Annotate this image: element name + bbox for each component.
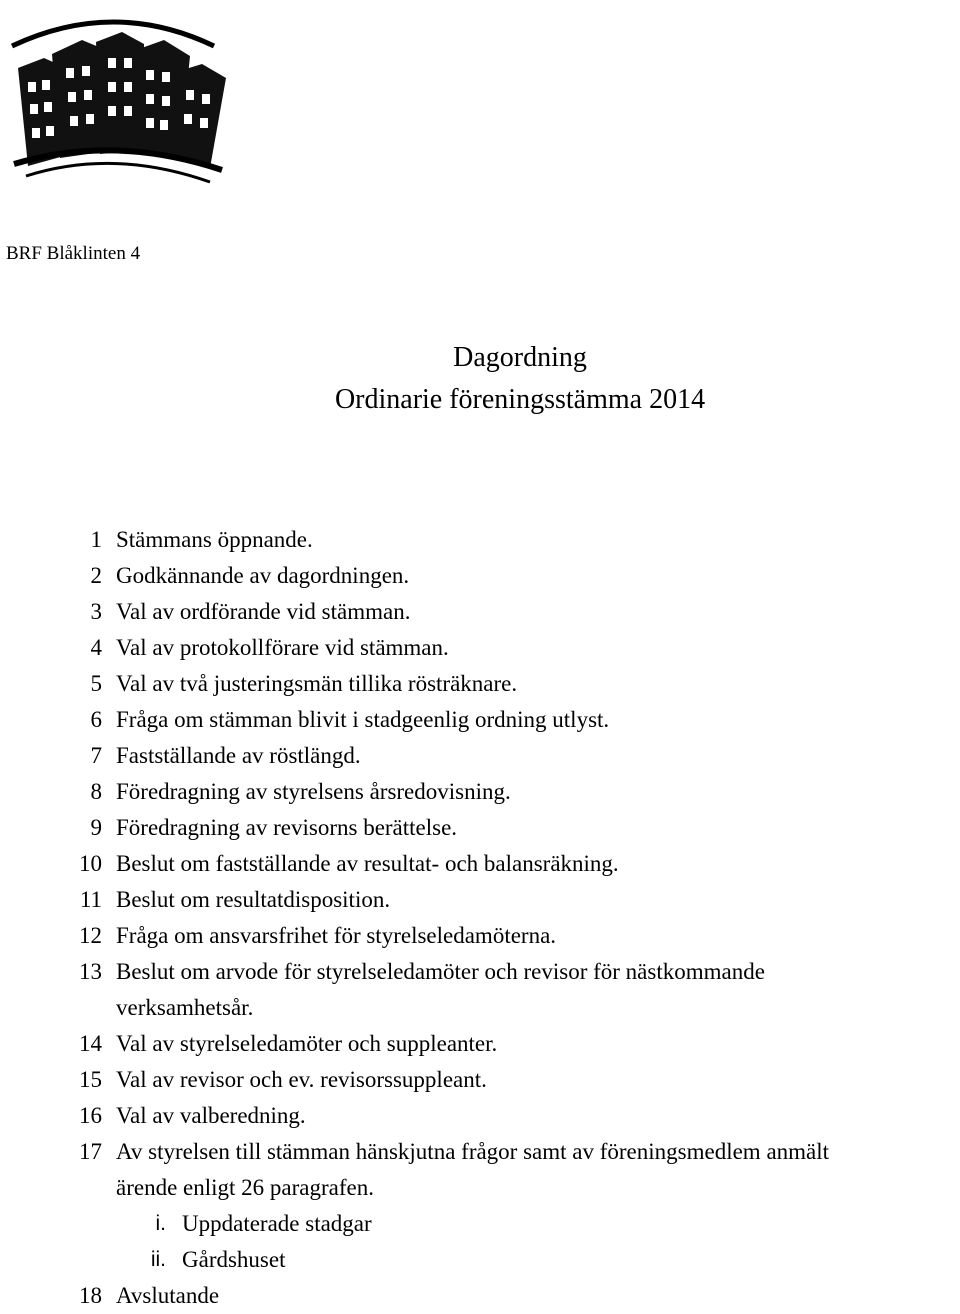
agenda-item: [0, 882, 960, 918]
item-text: Val av revisor och ev. revisorssuppleant.: [116, 1067, 487, 1092]
agenda-item: [0, 1026, 960, 1062]
item-number: 18: [79, 1283, 102, 1308]
agenda-item: [0, 954, 960, 990]
agenda-item: [0, 1098, 960, 1134]
item-text: Fråga om ansvarsfrihet för styrelseledamöterna.: [116, 923, 557, 948]
agenda-item: [0, 594, 960, 630]
agenda-item: [0, 522, 960, 558]
item-text: Beslut om fastställande av resultat- och balansräkning.: [116, 851, 619, 876]
item-number: 10: [79, 851, 102, 876]
item-text: Fastställande av röstlängd.: [116, 743, 361, 768]
agenda-item: [0, 630, 960, 666]
item-number: 12: [79, 923, 102, 948]
organization-name: BRF Blåklinten 4: [6, 243, 141, 264]
item-text: Av styrelsen till stämman hänskjutna frågor samt av föreningsmedlem anmält: [116, 1139, 830, 1164]
subitem-text: Gårdshuset: [182, 1247, 286, 1272]
item-number: 16: [79, 1103, 102, 1128]
agenda-item: [0, 558, 960, 594]
item-number: 4: [90, 635, 102, 660]
item-number: 17: [79, 1139, 102, 1164]
document-subtitle: Ordinarie föreningsstämma 2014: [334, 384, 706, 415]
item-number: 13: [79, 959, 102, 984]
agenda-item-continuation: [0, 1170, 960, 1206]
subitem-text: Uppdaterade stadgar: [182, 1211, 372, 1236]
item-number: 6: [90, 707, 102, 732]
document-title: Dagordning: [453, 342, 587, 373]
item-text: Val av ordförande vid stämman.: [116, 599, 411, 624]
item-number: 1: [90, 527, 102, 552]
agenda-subitem: [0, 1206, 960, 1242]
item-number: 11: [79, 887, 102, 912]
item-text: Beslut om arvode för styrelseledamöter och revisor för nästkommande: [116, 959, 765, 984]
agenda-item: [0, 666, 960, 702]
agenda-item: [0, 918, 960, 954]
item-text: Föredragning av revisorns berättelse.: [116, 815, 458, 840]
item-text: Val av protokollförare vid stämman.: [116, 635, 449, 660]
agenda-item: [0, 774, 960, 810]
item-number: 9: [90, 815, 102, 840]
housing-association-logo: [4, 6, 234, 190]
item-text-continued: ärende enligt 26 paragrafen.: [116, 1175, 374, 1200]
item-number: 8: [90, 779, 102, 804]
item-number: 7: [90, 743, 102, 768]
agenda-list: [0, 522, 960, 1314]
agenda-item: [0, 846, 960, 882]
item-text: Val av två justeringsmän tillika rösträknare.: [116, 671, 518, 696]
agenda-item-continuation: [0, 990, 960, 1026]
item-text: Val av styrelseledamöter och suppleanter.: [116, 1031, 498, 1056]
agenda-subitem: [0, 1242, 960, 1278]
item-number: 5: [90, 671, 102, 696]
item-text: Val av valberedning.: [116, 1103, 306, 1128]
item-number: 15: [79, 1067, 102, 1092]
item-number: 2: [90, 563, 102, 588]
agenda-item: [0, 1278, 960, 1314]
item-text: Fråga om stämman blivit i stadgeenlig ordning utlyst.: [116, 707, 610, 732]
item-number: 14: [79, 1031, 102, 1056]
subitem-number: ii.: [150, 1248, 166, 1271]
agenda-item: [0, 702, 960, 738]
agenda-item: [0, 738, 960, 774]
agenda-item: [0, 810, 960, 846]
item-text: Avslutande: [116, 1283, 220, 1308]
item-text-continued: verksamhetsår.: [116, 995, 254, 1020]
agenda-item: [0, 1134, 960, 1170]
item-text: Stämmans öppnande.: [116, 527, 313, 552]
item-text: Godkännande av dagordningen.: [116, 563, 410, 588]
item-text: Beslut om resultatdisposition.: [116, 887, 391, 912]
subitem-number: i.: [155, 1212, 166, 1235]
item-text: Föredragning av styrelsens årsredovisning.: [116, 779, 511, 804]
item-number: 3: [90, 599, 102, 624]
agenda-item: [0, 1062, 960, 1098]
